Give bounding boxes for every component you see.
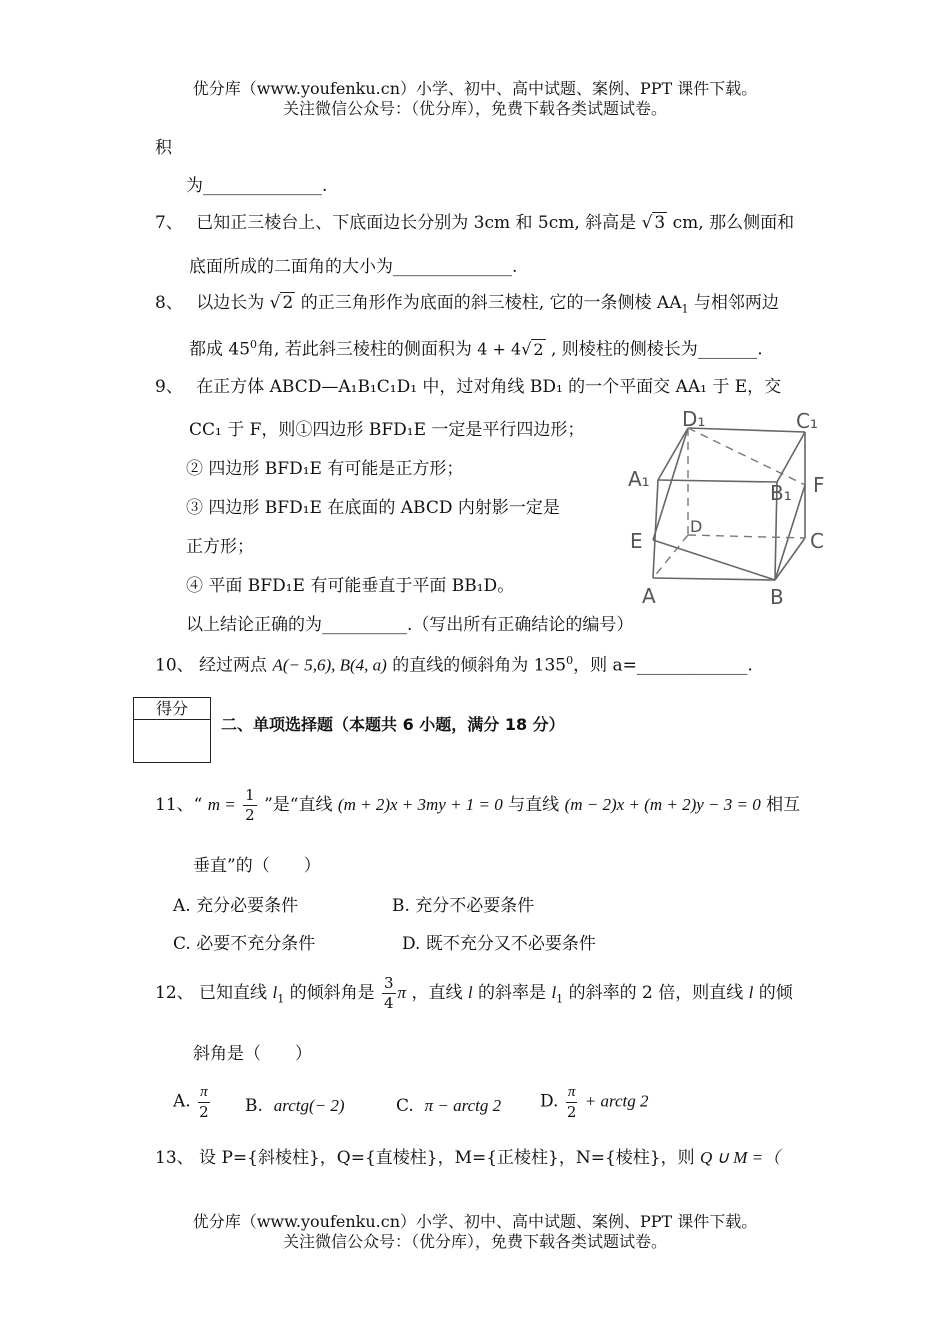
label-E: E [630,529,643,553]
question-number: 12、 [155,983,194,1003]
question-11: 11、“ m = $\frac{1}{2}$ ”是“直线 (m + 2)x + 3my + 1 = 0 与直线 (m − 2)x + (m + 2)y − 3 = 0 相互 [155,786,801,824]
question-number: 10、 [155,655,194,676]
question-7-line-2: 底面所成的二面角的大小为______________. [189,257,518,277]
question-number: 8、 [155,293,183,313]
question-10: 10、 经过两点 A(− 5,6), B(4, a) 的直线的倾斜角为 $135^0$，则 a=_____________. [155,654,753,676]
edge-a1-b1 [658,480,777,482]
label-D1: D₁ [682,410,706,431]
label-C: C [810,529,824,553]
cube-figure [620,410,835,610]
question-9-line-6: ④ 平面 BFD₁E 有可能垂直于平面 BB₁D。 [186,576,515,596]
label-A: A [642,584,656,608]
footer-line-1: 优分库（www.youfenku.cn）小学、初中、高中试题、案例、PPT 课件下载。 [192,1212,758,1231]
score-label: 得分 [134,698,210,720]
question-12: 12、 已知直线 $l_1$ 的倾斜角是 $\frac{3}{4}$ π ，直线 l 的斜率是 $l_1$ 的斜率的 2 倍，则直线 l 的倾 [155,974,793,1012]
sqrt-value: 3 [654,213,666,233]
question-9-line-3: ② 四边形 BFD₁E 有可能是正方形； [186,459,464,479]
option-d: D. $\frac{\pi}{2}$ + arctg 2 [540,1084,649,1121]
question-9-line-2: CC₁ 于 F，则①四边形 BFD₁E 一定是平行四边形； [189,420,585,440]
section-title: 二、单项选择题（本题共 6 小题，满分 18 分） [221,715,565,734]
points-expression: A(− 5,6), B(4, a) [272,655,387,675]
edge-a-b [653,578,775,580]
question-13: 13、 设 P={斜棱柱}，Q={直棱柱}，M={正棱柱}，N={棱柱}，则 Q ∪ M =（ [155,1148,781,1168]
question-8-line-2: 都成 $45^0$角, 若此斜三棱柱的侧面积为 4 + 4√ 2 , 则棱柱的侧棱长为_______. [189,338,763,360]
question-number: 13、 [155,1148,194,1168]
label-F: F [813,473,825,497]
edge-e-b [653,540,775,580]
edge-d1-c1 [688,428,805,432]
question-7: 7、 已知正三棱台上、下底面边长分别为 3cm 和 5cm, 斜高是 √ 3 cm, 那么侧面和 [155,213,795,233]
option-c: C. 必要不充分条件 [173,934,316,954]
option-c: C. π − arctg 2 [396,1096,502,1116]
edge-c1-b1 [777,432,805,482]
line-equation-1: (m + 2)x + 3my + 1 = 0 [337,795,503,814]
continuation-text: 积 [155,138,172,158]
label-C1: C₁ [796,410,818,433]
continuation-blank: 为______________. [186,176,328,196]
label-B: B [770,585,784,609]
label-D: D [690,517,703,536]
question-9-line-4: ③ 四边形 BFD₁E 在底面的 ABCD 内射影一定是 [186,498,560,518]
question-11-line-2: 垂直”的（ ） [193,856,321,876]
score-box [133,697,211,763]
question-8: 8、 以边长为 √ 2 的正三角形作为底面的斜三棱柱, 它的一条侧棱 $AA_1$ 与相邻两边 [155,293,779,316]
hidden-edge-d1-f [688,428,805,485]
question-number: 7、 [155,213,183,233]
question-9-line-7: 以上结论正确的为__________.（写出所有正确结论的编号） [186,615,634,635]
question-9-line-5: 正方形； [186,537,254,557]
label-B1: B₁ [770,481,792,505]
option-a: A. 充分必要条件 [173,896,299,916]
footer-line-2: 关注微信公众号：（优分库），免费下载各类试题试卷。 [282,1232,667,1251]
option-b: B. arctg(− 2) [245,1096,345,1116]
option-a: A. $\frac{\pi}{2}$ [173,1084,209,1121]
edge-d1-a1 [658,428,688,480]
line-equation-2: (m − 2)x + (m + 2)y − 3 = 0 [564,795,761,814]
edge-b-c [775,538,805,580]
question-number: 11、 [155,795,194,815]
header-line-1: 优分库（www.youfenku.cn）小学、初中、高中试题、案例、PPT 课件下载。 [192,79,758,98]
question-9: 9、 在正方体 ABCD—A₁B₁C₁D₁ 中，过对角线 BD₁ 的一个平面交 AA₁ 于 E，交 [155,377,782,397]
header-line-2: 关注微信公众号：（优分库），免费下载各类试题试卷。 [282,99,667,118]
question-12-line-2: 斜角是（ ） [193,1044,312,1064]
label-A1: A₁ [628,467,650,491]
hidden-edge-d-c [688,535,805,538]
option-d: D. 既不充分又不必要条件 [402,934,596,954]
option-b: B. 充分不必要条件 [392,896,535,916]
question-number: 9、 [155,377,183,397]
